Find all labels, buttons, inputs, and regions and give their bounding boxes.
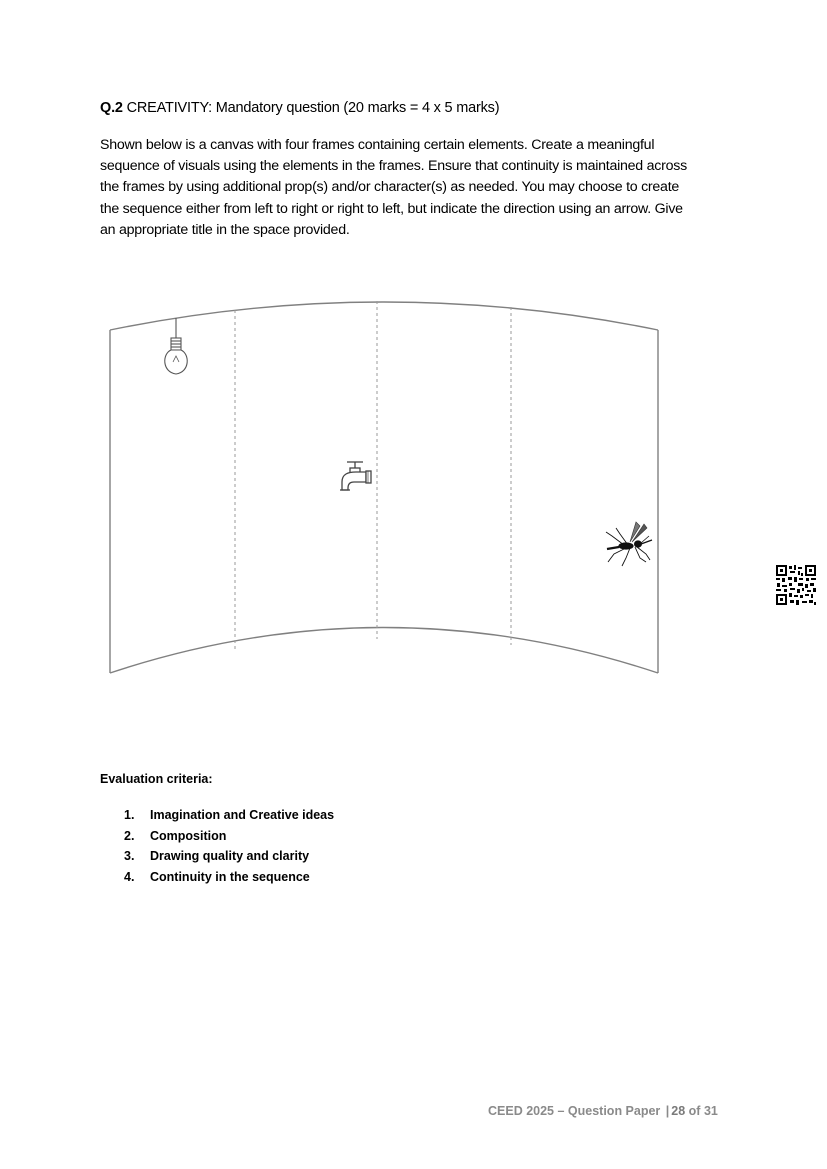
list-item-number: 4.: [124, 869, 135, 884]
list-item: [124, 808, 334, 829]
list-item-label: Composition: [150, 828, 227, 843]
list-item-label: Drawing quality and clarity: [150, 849, 310, 863]
bulb-icon: [165, 318, 187, 374]
footer-title: CEED 2025 – Question Paper: [488, 1104, 661, 1118]
tap-icon: [340, 462, 371, 490]
question-number: Q.2: [100, 100, 123, 116]
list-item: [124, 849, 334, 870]
evaluation-heading: Evaluation criteria:: [100, 772, 213, 786]
list-item: [124, 829, 334, 850]
list-item-number: 1.: [124, 808, 135, 822]
qr-code-icon: [776, 565, 816, 605]
list-item: [124, 870, 334, 891]
question-heading: [100, 100, 499, 116]
canvas-top-edge: [110, 302, 658, 330]
instruction-line: the sequence either from left to right or right to left, but indicate the direction using an arrow. Give: [100, 200, 683, 217]
evaluation-criteria-list: [124, 808, 334, 890]
list-item-number: 2.: [124, 828, 135, 843]
list-item-label: Imagination and Creative ideas: [150, 808, 335, 822]
list-item-label: Continuity in the sequence: [150, 869, 310, 884]
instruction-line: sequence of visuals using the elements in the frames. Ensure that continuity is maintained across: [100, 158, 687, 175]
four-frame-canvas: [104, 296, 664, 684]
footer-separator: |: [665, 1104, 670, 1118]
instruction-line: Shown below is a canvas with four frames containing certain elements. Create a meaningful: [100, 137, 655, 153]
question-instructions: [100, 135, 740, 241]
page-total: of 31: [688, 1104, 718, 1118]
mosquito-icon: [606, 522, 652, 566]
list-item-number: 3.: [124, 849, 135, 863]
instruction-line: the frames by using additional prop(s) and/or character(s) as needed. You may choose to create: [100, 179, 680, 196]
question-title: CREATIVITY: Mandatory question (20 marks = 4 x 5 marks): [126, 100, 500, 116]
page-number: 28: [671, 1104, 686, 1118]
instruction-line: an appropriate title in the space provided.: [100, 221, 350, 238]
page-footer: [488, 1104, 718, 1118]
canvas-bottom-edge: [110, 628, 658, 674]
